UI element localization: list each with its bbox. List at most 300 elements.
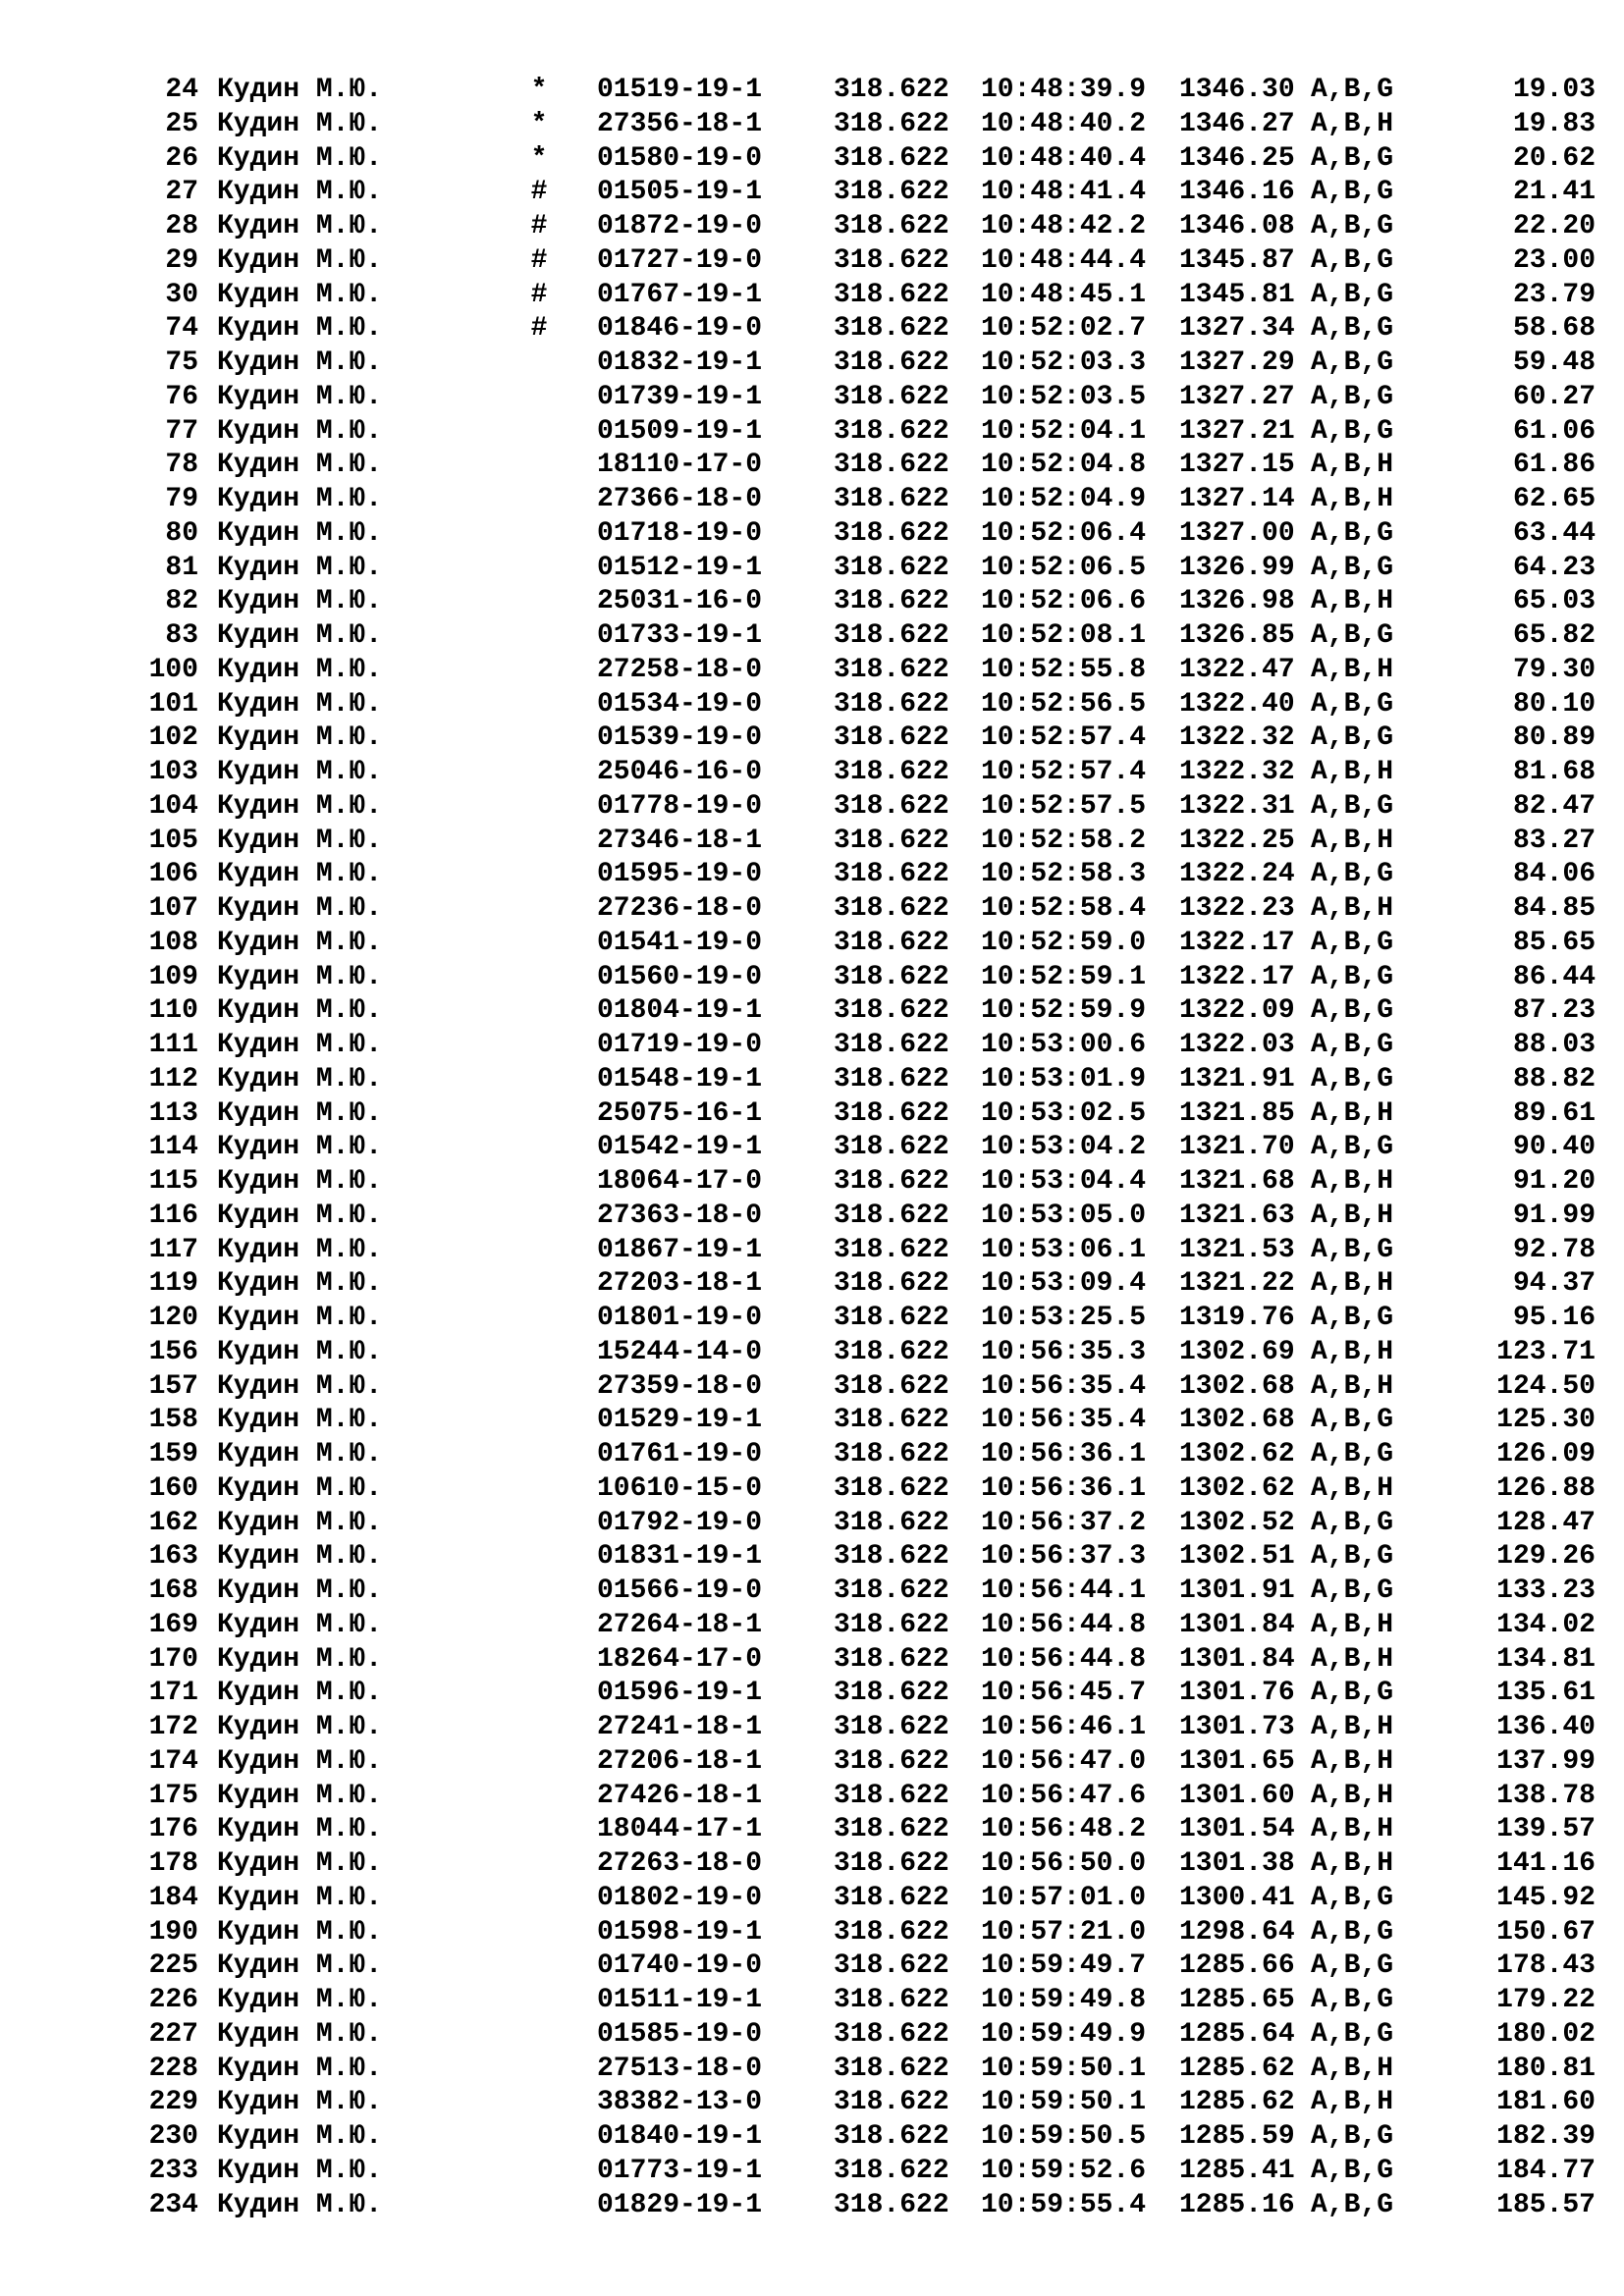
table-row [0,2189,1624,2223]
row-number: 76 [165,381,198,412]
time-stamp: 10:56:45.7 [981,1678,1147,1709]
range-value: 1301.91 [1179,1575,1295,1606]
observer-name: Кудин М.Ю. [217,1950,383,1982]
object-code: 01560-19-0 [597,961,763,992]
row-number: 102 [148,722,198,754]
range-value: 1327.15 [1179,450,1295,481]
object-code: 01801-19-0 [597,1303,763,1333]
observer-name: Кудин М.Ю. [217,1745,383,1777]
frequency-value: 318.622 [834,1336,949,1367]
row-number: 119 [148,1268,198,1300]
object-code: 01872-19-0 [597,211,763,241]
elapsed-value: 63.44 [1512,517,1596,549]
row-number: 27 [165,177,198,208]
table-row [0,1063,1624,1097]
row-number: 163 [148,1541,198,1573]
elapsed-value: 184.77 [1496,2155,1596,2186]
frequency-value: 318.622 [834,1063,949,1095]
flag-codes: A,B,G [1311,313,1394,345]
range-value: 1322.32 [1179,722,1295,754]
time-stamp: 10:52:57.4 [981,757,1147,787]
frequency-value: 318.622 [834,381,949,412]
range-value: 1327.14 [1179,484,1295,514]
frequency-value: 318.622 [834,620,949,651]
time-stamp: 10:52:55.8 [981,654,1147,685]
time-stamp: 10:59:52.6 [981,2155,1147,2186]
range-value: 1302.51 [1179,1541,1295,1573]
range-value: 1302.68 [1179,1370,1295,1402]
observer-name: Кудин М.Ю. [217,1234,383,1265]
time-stamp: 10:59:55.4 [981,2189,1147,2220]
observer-name: Кудин М.Ю. [217,517,383,549]
flag-codes: A,B,H [1311,1370,1394,1402]
range-value: 1301.84 [1179,1643,1295,1675]
row-number: 109 [148,961,198,992]
flag-codes: A,B,G [1311,381,1394,412]
range-value: 1321.53 [1179,1234,1295,1265]
row-number: 80 [165,517,198,549]
range-value: 1321.85 [1179,1097,1295,1129]
elapsed-value: 89.61 [1512,1097,1596,1129]
object-code: 01846-19-0 [597,313,763,345]
elapsed-value: 65.03 [1512,586,1596,617]
elapsed-value: 64.23 [1512,552,1596,583]
elapsed-value: 82.47 [1512,790,1596,822]
observer-name: Кудин М.Ю. [217,927,383,958]
table-row [0,176,1624,210]
time-stamp: 10:52:02.7 [981,313,1147,345]
flag-codes: A,B,G [1311,1541,1394,1573]
table-row [0,279,1624,313]
time-stamp: 10:52:57.4 [981,722,1147,754]
object-code: 10610-15-0 [597,1472,763,1504]
frequency-value: 318.622 [834,1950,949,1982]
elapsed-value: 80.10 [1512,688,1596,720]
object-code: 01519-19-1 [597,75,763,105]
observer-name: Кудин М.Ю. [217,893,383,924]
table-row [0,210,1624,244]
row-number: 190 [148,1916,198,1948]
flag-codes: A,B,G [1311,995,1394,1027]
row-number: 105 [148,825,198,856]
time-stamp: 10:48:40.4 [981,142,1147,174]
object-code: 27258-18-0 [597,654,763,685]
range-value: 1326.99 [1179,552,1295,583]
range-value: 1346.16 [1179,177,1295,208]
table-row [0,381,1624,415]
range-value: 1319.76 [1179,1303,1295,1333]
elapsed-value: 124.50 [1496,1370,1596,1402]
object-code: 27263-18-0 [597,1848,763,1879]
elapsed-value: 61.06 [1512,415,1596,447]
object-code: 01529-19-1 [597,1405,763,1436]
table-row [0,585,1624,619]
time-stamp: 10:56:35.4 [981,1405,1147,1436]
table-row [0,1336,1624,1370]
object-code: 01733-19-1 [597,620,763,651]
object-code: 18264-17-0 [597,1643,763,1675]
flag-codes: A,B,G [1311,177,1394,208]
observer-name: Кудин М.Ю. [217,1370,383,1402]
object-code: 01512-19-1 [597,552,763,583]
observer-name: Кудин М.Ю. [217,1609,383,1640]
range-value: 1326.85 [1179,620,1295,651]
observer-name: Кудин М.Ю. [217,313,383,345]
elapsed-value: 84.06 [1512,859,1596,890]
object-code: 27241-18-1 [597,1712,763,1742]
table-row [0,1200,1624,1234]
table-row [0,2053,1624,2087]
observer-name: Кудин М.Ю. [217,415,383,447]
table-row [0,825,1624,859]
elapsed-value: 21.41 [1512,177,1596,208]
range-value: 1302.69 [1179,1336,1295,1367]
flag-codes: A,B,H [1311,1097,1394,1129]
table-row [0,1029,1624,1063]
elapsed-value: 129.26 [1496,1541,1596,1573]
row-number: 227 [148,2018,198,2050]
object-code: 27356-18-1 [597,108,763,139]
object-code: 01867-19-1 [597,1234,763,1265]
range-value: 1322.25 [1179,825,1295,856]
row-number: 120 [148,1303,198,1333]
flag-codes: A,B,H [1311,1472,1394,1504]
flag-codes: A,B,H [1311,654,1394,685]
elapsed-value: 134.81 [1496,1643,1596,1675]
observer-name: Кудин М.Ю. [217,381,383,412]
frequency-value: 318.622 [834,211,949,241]
frequency-value: 318.622 [834,1132,949,1163]
object-code: 27346-18-1 [597,825,763,856]
object-code: 01761-19-0 [597,1439,763,1469]
observer-name: Кудин М.Ю. [217,757,383,787]
elapsed-value: 135.61 [1496,1678,1596,1709]
time-stamp: 10:52:58.3 [981,859,1147,890]
frequency-value: 318.622 [834,2053,949,2084]
frequency-value: 318.622 [834,688,949,720]
table-row [0,688,1624,722]
flag-codes: A,B,H [1311,893,1394,924]
row-number: 111 [148,1030,198,1060]
elapsed-value: 133.23 [1496,1575,1596,1606]
table-row [0,1780,1624,1814]
time-stamp: 10:59:49.7 [981,1950,1147,1982]
row-number: 112 [148,1063,198,1095]
row-number: 114 [148,1132,198,1163]
range-value: 1302.68 [1179,1405,1295,1436]
time-stamp: 10:56:37.2 [981,1507,1147,1538]
table-row [0,1609,1624,1643]
report-listing [0,74,1624,2222]
object-code: 18044-17-1 [597,1814,763,1845]
elapsed-value: 20.62 [1512,142,1596,174]
flag-codes: A,B,G [1311,927,1394,958]
row-mark: * [530,142,548,174]
range-value: 1301.76 [1179,1678,1295,1709]
table-row [0,858,1624,892]
time-stamp: 10:53:01.9 [981,1063,1147,1095]
elapsed-value: 59.48 [1512,347,1596,378]
observer-name: Кудин М.Ю. [217,1132,383,1163]
range-value: 1285.41 [1179,2155,1295,2186]
row-number: 228 [148,2053,198,2084]
table-row [0,2155,1624,2189]
object-code: 01534-19-0 [597,688,763,720]
row-number: 117 [148,1234,198,1265]
time-stamp: 10:56:44.8 [981,1643,1147,1675]
elapsed-value: 181.60 [1496,2087,1596,2118]
time-stamp: 10:59:50.1 [981,2087,1147,2118]
flag-codes: A,B,H [1311,1336,1394,1367]
time-stamp: 10:52:04.9 [981,484,1147,514]
observer-name: Кудин М.Ю. [217,142,383,174]
table-row [0,1267,1624,1302]
frequency-value: 318.622 [834,1712,949,1742]
row-mark: # [530,244,548,276]
observer-name: Кудин М.Ю. [217,1848,383,1879]
table-row [0,347,1624,381]
observer-name: Кудин М.Ю. [217,1814,383,1845]
elapsed-value: 58.68 [1512,313,1596,345]
table-row [0,1302,1624,1336]
object-code: 38382-13-0 [597,2087,763,2118]
flag-codes: A,B,H [1311,1166,1394,1197]
object-code: 27203-18-1 [597,1268,763,1300]
time-stamp: 10:48:44.4 [981,244,1147,276]
elapsed-value: 179.22 [1496,1985,1596,2015]
table-row [0,1370,1624,1405]
flag-codes: A,B,H [1311,1200,1394,1231]
frequency-value: 318.622 [834,1643,949,1675]
observer-name: Кудин М.Ю. [217,1678,383,1709]
time-stamp: 10:52:04.1 [981,415,1147,447]
table-row [0,1984,1624,2018]
observer-name: Кудин М.Ю. [217,1780,383,1811]
table-row [0,1540,1624,1575]
observer-name: Кудин М.Ю. [217,1405,383,1436]
object-code: 01778-19-0 [597,790,763,822]
row-number: 175 [148,1780,198,1811]
row-number: 169 [148,1609,198,1640]
frequency-value: 318.622 [834,1745,949,1777]
observer-name: Кудин М.Ю. [217,279,383,310]
observer-name: Кудин М.Ю. [217,108,383,139]
row-number: 229 [148,2087,198,2118]
row-number: 158 [148,1405,198,1436]
table-row [0,2018,1624,2053]
flag-codes: A,B,G [1311,859,1394,890]
time-stamp: 10:48:42.2 [981,211,1147,241]
frequency-value: 318.622 [834,1916,949,1948]
object-code: 27363-18-0 [597,1200,763,1231]
elapsed-value: 95.16 [1512,1303,1596,1333]
row-number: 81 [165,552,198,583]
row-number: 106 [148,859,198,890]
table-row [0,1507,1624,1541]
range-value: 1345.81 [1179,279,1295,310]
object-code: 01804-19-1 [597,995,763,1027]
observer-name: Кудин М.Ю. [217,1030,383,1060]
object-code: 01727-19-0 [597,244,763,276]
time-stamp: 10:53:04.4 [981,1166,1147,1197]
table-row [0,1438,1624,1472]
range-value: 1322.17 [1179,961,1295,992]
flag-codes: A,B,G [1311,688,1394,720]
frequency-value: 318.622 [834,279,949,310]
flag-codes: A,B,G [1311,415,1394,447]
object-code: 18064-17-0 [597,1166,763,1197]
flag-codes: A,B,G [1311,279,1394,310]
observer-name: Кудин М.Ю. [217,1303,383,1333]
frequency-value: 318.622 [834,415,949,447]
elapsed-value: 123.71 [1496,1336,1596,1367]
elapsed-value: 141.16 [1496,1848,1596,1879]
observer-name: Кудин М.Ю. [217,552,383,583]
flag-codes: A,B,H [1311,757,1394,787]
observer-name: Кудин М.Ю. [217,620,383,651]
elapsed-value: 92.78 [1512,1234,1596,1265]
elapsed-value: 94.37 [1512,1268,1596,1300]
object-code: 01596-19-1 [597,1678,763,1709]
object-code: 01580-19-0 [597,142,763,174]
range-value: 1345.87 [1179,244,1295,276]
frequency-value: 318.622 [834,893,949,924]
flag-codes: A,B,G [1311,1303,1394,1333]
row-number: 233 [148,2155,198,2186]
observer-name: Кудин М.Ю. [217,1712,383,1742]
elapsed-value: 86.44 [1512,961,1596,992]
frequency-value: 318.622 [834,75,949,105]
object-code: 01739-19-1 [597,381,763,412]
range-value: 1285.65 [1179,1985,1295,2015]
flag-codes: A,B,G [1311,1985,1394,2015]
row-number: 170 [148,1643,198,1675]
time-stamp: 10:53:02.5 [981,1097,1147,1129]
range-value: 1302.62 [1179,1472,1295,1504]
row-number: 75 [165,347,198,378]
object-code: 25075-16-1 [597,1097,763,1129]
object-code: 27264-18-1 [597,1609,763,1640]
flag-codes: A,B,H [1311,450,1394,481]
elapsed-value: 178.43 [1496,1950,1596,1982]
row-mark: # [530,211,548,241]
frequency-value: 318.622 [834,1166,949,1197]
frequency-value: 318.622 [834,1541,949,1573]
observer-name: Кудин М.Ю. [217,654,383,685]
observer-name: Кудин М.Ю. [217,244,383,276]
table-row [0,756,1624,790]
row-number: 172 [148,1712,198,1742]
row-number: 83 [165,620,198,651]
row-number: 168 [148,1575,198,1606]
observer-name: Кудин М.Ю. [217,2189,383,2220]
frequency-value: 318.622 [834,2087,949,2118]
row-number: 78 [165,450,198,481]
frequency-value: 318.622 [834,995,949,1027]
flag-codes: A,B,G [1311,1132,1394,1163]
row-number: 176 [148,1814,198,1845]
row-number: 184 [148,1882,198,1913]
object-code: 27236-18-0 [597,893,763,924]
range-value: 1322.47 [1179,654,1295,685]
range-value: 1301.73 [1179,1712,1295,1742]
frequency-value: 318.622 [834,1780,949,1811]
object-code: 01740-19-0 [597,1950,763,1982]
elapsed-value: 81.68 [1512,757,1596,787]
time-stamp: 10:57:21.0 [981,1916,1147,1948]
row-number: 157 [148,1370,198,1402]
object-code: 01840-19-1 [597,2121,763,2152]
time-stamp: 10:59:50.5 [981,2121,1147,2152]
table-row [0,1847,1624,1882]
flag-codes: A,B,G [1311,244,1394,276]
range-value: 1321.22 [1179,1268,1295,1300]
time-stamp: 10:52:08.1 [981,620,1147,651]
observer-name: Кудин М.Ю. [217,1541,383,1573]
frequency-value: 318.622 [834,825,949,856]
elapsed-value: 91.99 [1512,1200,1596,1231]
table-row [0,961,1624,995]
frequency-value: 318.622 [834,108,949,139]
range-value: 1285.59 [1179,2121,1295,2152]
elapsed-value: 185.57 [1496,2189,1596,2220]
row-number: 159 [148,1439,198,1469]
frequency-value: 318.622 [834,2018,949,2050]
row-number: 160 [148,1472,198,1504]
row-number: 108 [148,927,198,958]
time-stamp: 10:56:35.4 [981,1370,1147,1402]
time-stamp: 10:52:06.5 [981,552,1147,583]
elapsed-value: 23.00 [1512,244,1596,276]
frequency-value: 318.622 [834,347,949,378]
range-value: 1326.98 [1179,586,1295,617]
range-value: 1327.21 [1179,415,1295,447]
object-code: 01542-19-1 [597,1132,763,1163]
elapsed-value: 126.09 [1496,1439,1596,1469]
frequency-value: 318.622 [834,1985,949,2015]
time-stamp: 10:52:06.6 [981,586,1147,617]
table-row [0,1643,1624,1678]
object-code: 01585-19-0 [597,2018,763,2050]
elapsed-value: 180.02 [1496,2018,1596,2050]
row-number: 101 [148,688,198,720]
observer-name: Кудин М.Ю. [217,211,383,241]
range-value: 1322.17 [1179,927,1295,958]
table-row [0,1472,1624,1507]
table-row [0,244,1624,279]
row-number: 156 [148,1336,198,1367]
row-number: 104 [148,790,198,822]
time-stamp: 10:56:47.0 [981,1745,1147,1777]
frequency-value: 318.622 [834,142,949,174]
frequency-value: 318.622 [834,1575,949,1606]
time-stamp: 10:59:49.8 [981,1985,1147,2015]
flag-codes: A,B,H [1311,1780,1394,1811]
elapsed-value: 134.02 [1496,1609,1596,1640]
elapsed-value: 182.39 [1496,2121,1596,2152]
time-stamp: 10:48:41.4 [981,177,1147,208]
elapsed-value: 22.20 [1512,211,1596,241]
flag-codes: A,B,H [1311,1814,1394,1845]
elapsed-value: 23.79 [1512,279,1596,310]
time-stamp: 10:52:59.0 [981,927,1147,958]
flag-codes: A,B,H [1311,108,1394,139]
time-stamp: 10:53:00.6 [981,1030,1147,1060]
observer-name: Кудин М.Ю. [217,961,383,992]
flag-codes: A,B,H [1311,2087,1394,2118]
frequency-value: 318.622 [834,1370,949,1402]
table-row [0,790,1624,825]
